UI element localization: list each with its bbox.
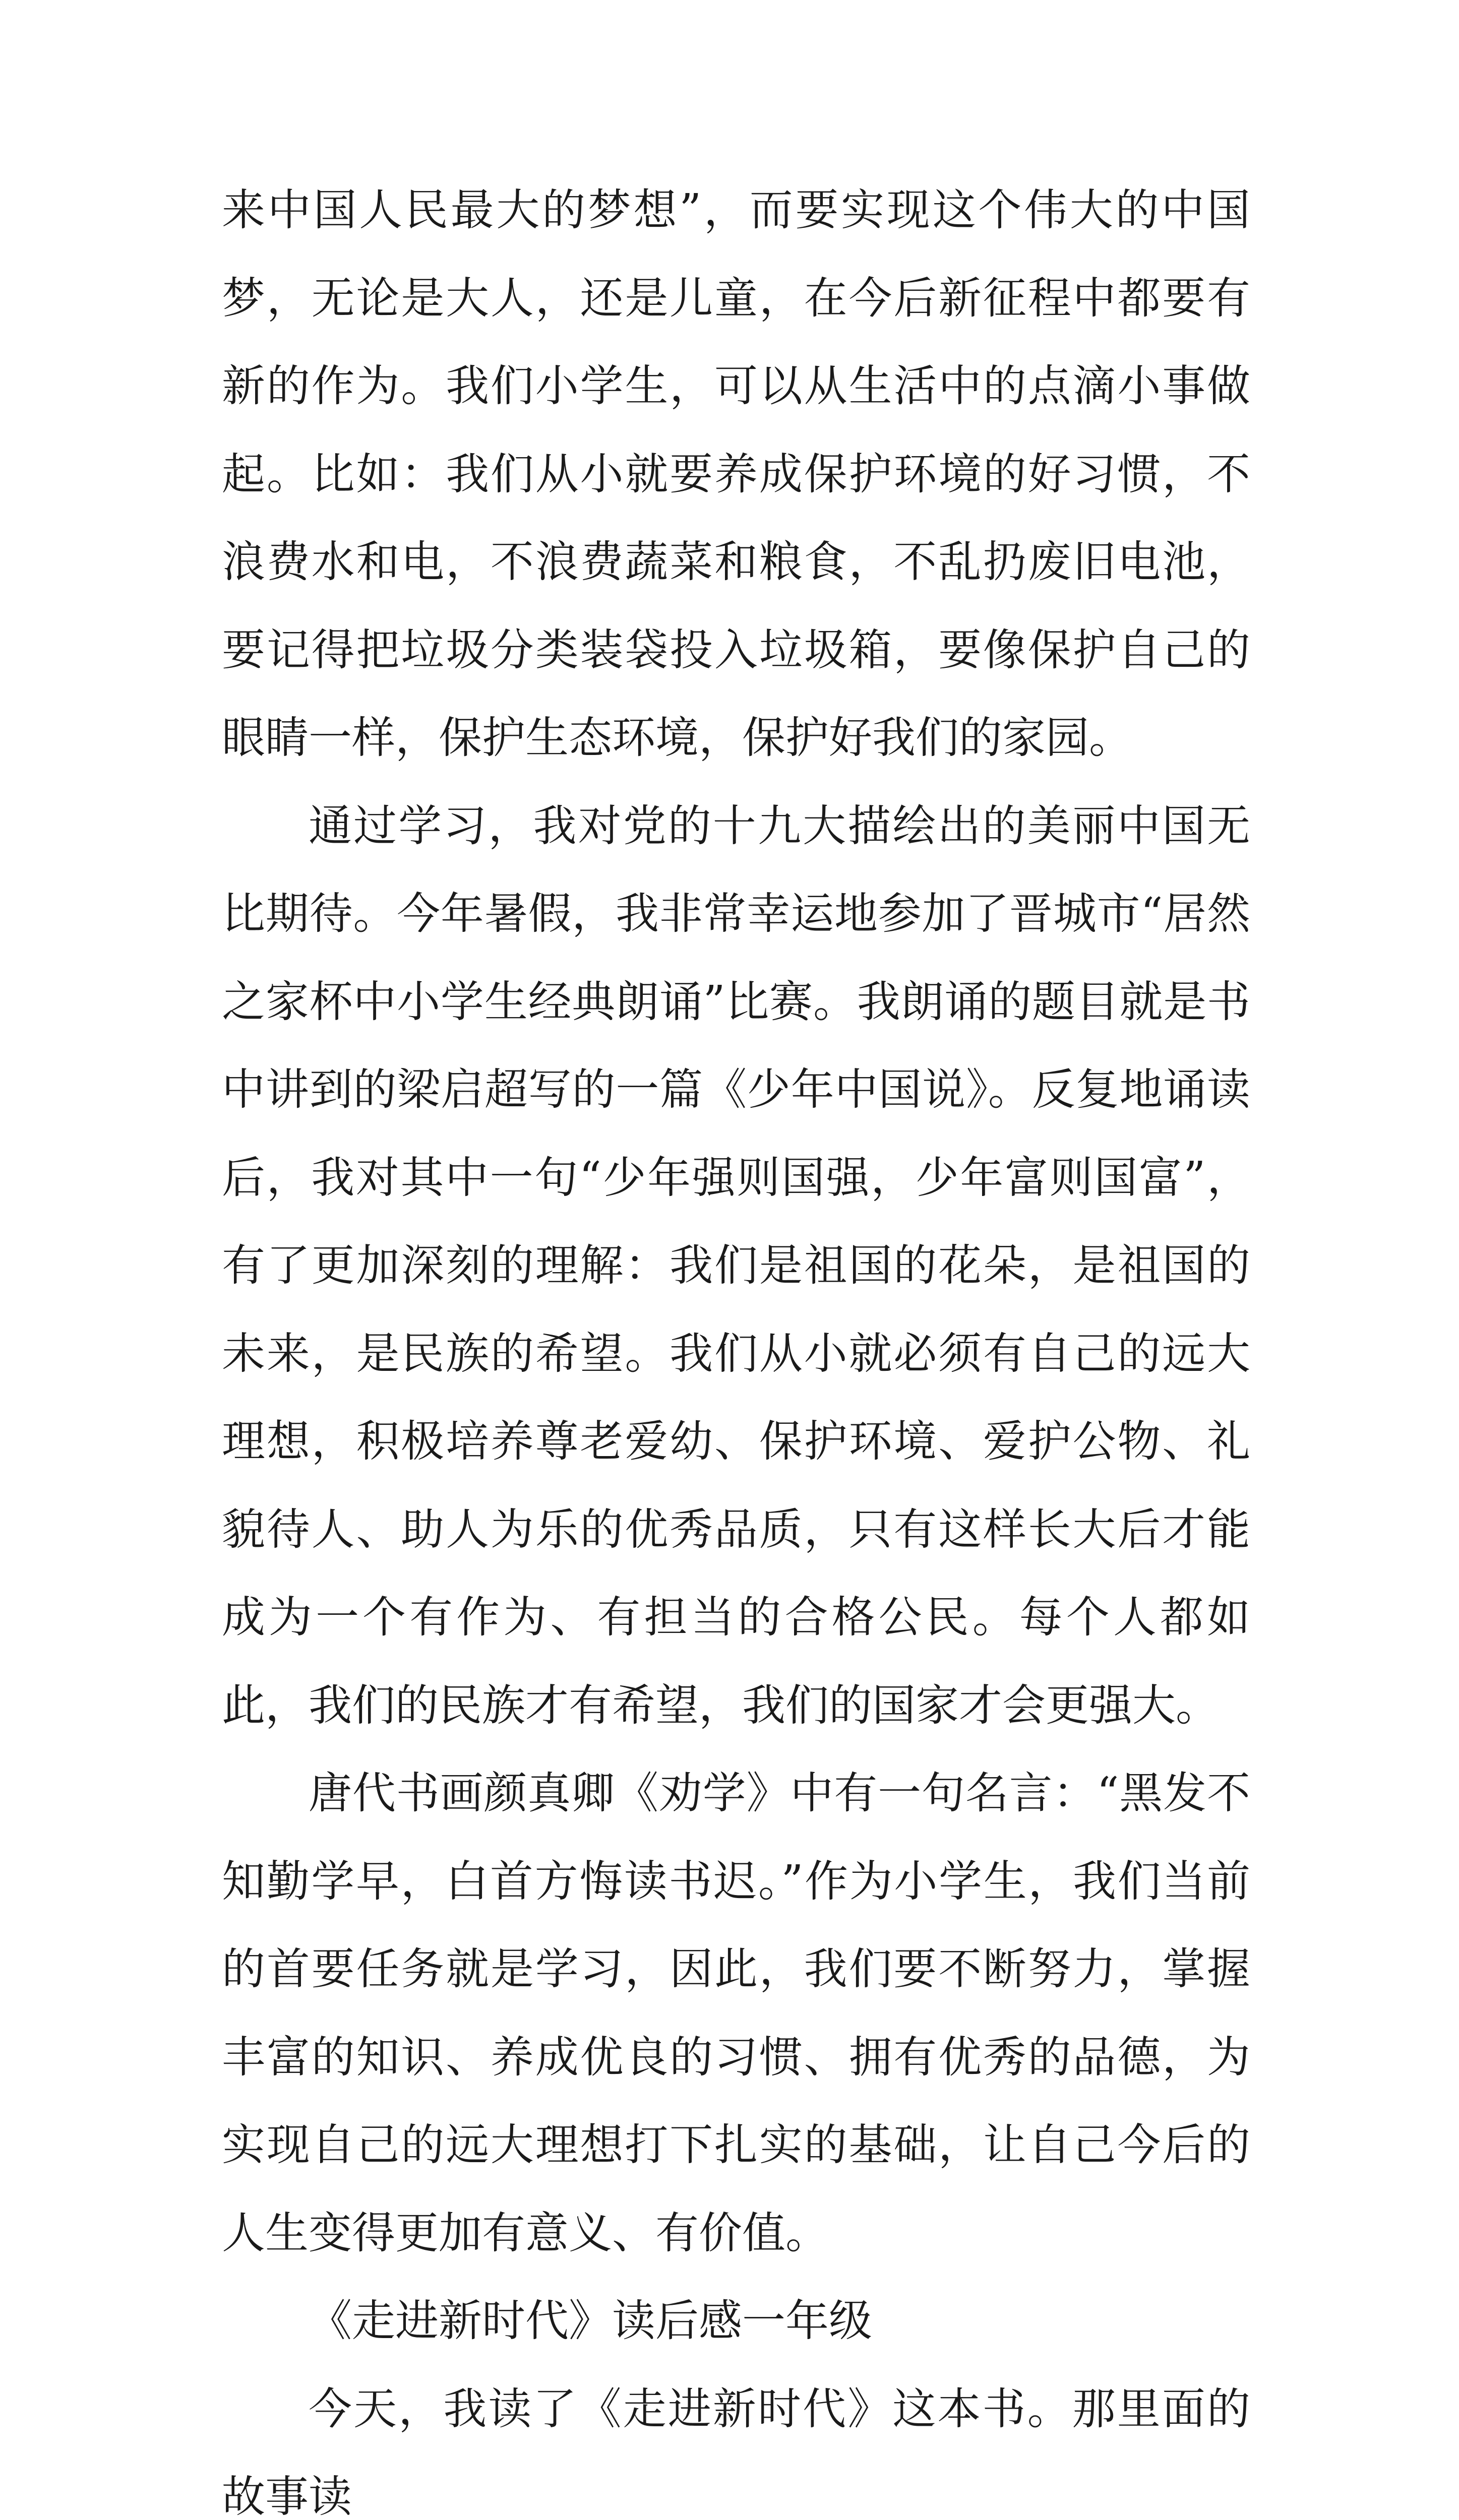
body-text [222, 166, 1250, 2520]
paragraph-2: 通过学习，我对党的十九大描绘出的美丽中国无比期待。今年暑假，我非常幸运地参加了晋城市“居然之家杯中小学生经典朗诵”比赛。我朗诵的题目就是书中讲到的梁启超写的一篇《少年中国说》。反复地诵读后，我对其中一句“少年强则国强，少年富则国富”，有了更加深刻的理解：我们是祖国的花朵，是祖国的未来，是民族的希望。我们从小就必须有自己的远大理想，积极培养尊老爱幼、保护环境、爱护公物、礼貌待人、助人为乐的优秀品质，只有这样长大后才能成为一个有作为、有担当的合格公民。每个人都如此，我们的民族才有希望，我们的国家才会更强大。 [222, 782, 1250, 1750]
paragraph-5: 今天，我读了《走进新时代》这本书。那里面的故事读 [222, 2365, 1250, 2520]
section-title: 《走进新时代》读后感一年级 [222, 2277, 1250, 2365]
paragraph-1: 来中国人民最大的梦想”，而要实现这个伟大的中国梦，无论是大人，还是儿童，在今后新征程中都要有新的作为。我们小学生，可以从生活中的点滴小事做起。比如：我们从小就要养成保护环境的好习惯，不浪费水和电，不浪费蔬菜和粮食，不乱扔废旧电池，要记得把垃圾分类装袋投入垃圾箱，要像保护自己的眼睛一样，保护生态环境，保护好我们的家园。 [222, 166, 1250, 782]
paragraph-3: 唐代书画颜真卿《劝学》中有一句名言：“黑发不知勤学早，白首方悔读书迟。”作为小学生，我们当前的首要任务就是学习，因此，我们要不断努力，掌握丰富的知识、养成优良的习惯、拥有优秀的品德，为实现自己的远大理想打下扎实的基础，让自己今后的人生变得更加有意义、有价值。 [222, 1749, 1250, 2277]
